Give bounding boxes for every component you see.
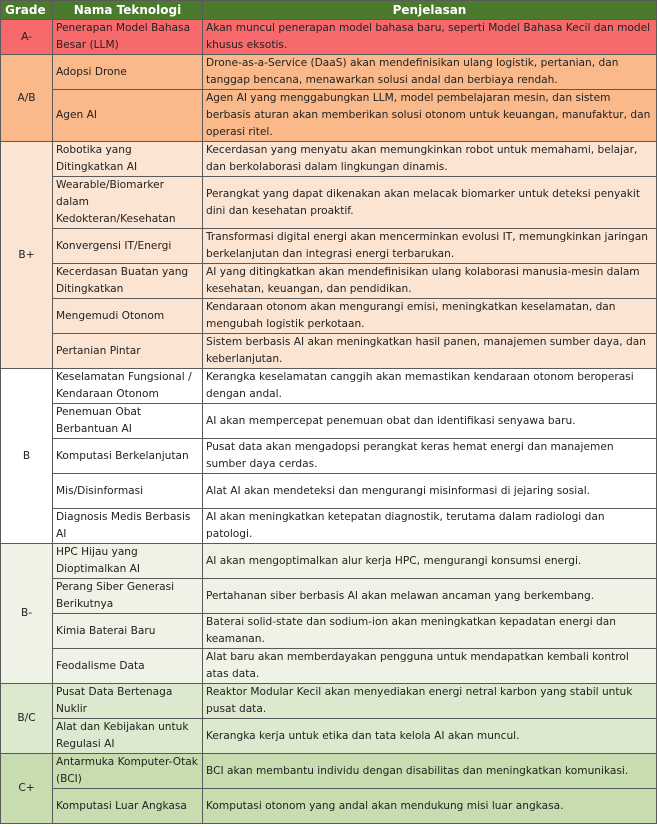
technology-name-cell: Mengemudi Otonom (53, 299, 203, 334)
technology-name-cell: Alat dan Kebijakan untuk Regulasi AI (53, 719, 203, 754)
technology-name-cell: Pertanian Pintar (53, 334, 203, 369)
explanation-cell: Akan muncul penerapan model bahasa baru, seperti Model Bahasa Kecil dan model khusus eksotis. (203, 20, 657, 55)
technology-name-cell: Robotika yang Ditingkatkan AI (53, 142, 203, 177)
header-grade: Grade (1, 1, 53, 20)
table-row (1, 55, 657, 90)
table-row (1, 754, 657, 789)
grade-cell: A/B (1, 55, 53, 142)
header-technology-name: Nama Teknologi (53, 1, 203, 20)
explanation-cell: Reaktor Modular Kecil akan menyediakan energi netral karbon yang stabil untuk pusat data. (203, 684, 657, 719)
table-row (1, 649, 657, 684)
technology-name-cell: Antarmuka Komputer-Otak (BCI) (53, 754, 203, 789)
grade-cell: C+ (1, 754, 53, 824)
explanation-cell: Kendaraan otonom akan mengurangi emisi, meningkatkan keselamatan, dan mengubah logistik perkotaan. (203, 299, 657, 334)
explanation-cell: Pertahanan siber berbasis AI akan melawan ancaman yang berkembang. (203, 579, 657, 614)
technology-name-cell: Penerapan Model Bahasa Besar (LLM) (53, 20, 203, 55)
explanation-cell: Baterai solid-state dan sodium-ion akan meningkatkan kepadatan energi dan keamanan. (203, 614, 657, 649)
table-row (1, 719, 657, 754)
grade-cell: B (1, 369, 53, 544)
header-explanation: Penjelasan (203, 1, 657, 20)
table-row (1, 142, 657, 177)
explanation-cell: Sistem berbasis AI akan meningkatkan hasil panen, manajemen sumber daya, dan keberlanjutan. (203, 334, 657, 369)
table-row (1, 334, 657, 369)
grade-cell: B- (1, 544, 53, 684)
explanation-cell: Kerangka keselamatan canggih akan memastikan kendaraan otonom beroperasi dengan andal. (203, 369, 657, 404)
technology-name-cell: Feodalisme Data (53, 649, 203, 684)
table-row (1, 229, 657, 264)
table-row (1, 579, 657, 614)
technology-name-cell: Adopsi Drone (53, 55, 203, 90)
explanation-cell: Perangkat yang dapat dikenakan akan melacak biomarker untuk deteksi penyakit dini dan kesehatan proaktif. (203, 177, 657, 229)
table-row (1, 264, 657, 299)
explanation-cell: Alat baru akan memberdayakan pengguna untuk mendapatkan kembali kontrol atas data. (203, 649, 657, 684)
technology-name-cell: Kecerdasan Buatan yang Ditingkatkan (53, 264, 203, 299)
table-body (1, 20, 657, 824)
explanation-cell: Kerangka kerja untuk etika dan tata kelola AI akan muncul. (203, 719, 657, 754)
technology-name-cell: Komputasi Luar Angkasa (53, 789, 203, 824)
explanation-cell: Komputasi otonom yang andal akan mendukung misi luar angkasa. (203, 789, 657, 824)
explanation-cell: AI yang ditingkatkan akan mendefinisikan ulang kolaborasi manusia-mesin dalam kesehatan, keuangan, dan pendidikan. (203, 264, 657, 299)
explanation-cell: Alat AI akan mendeteksi dan mengurangi misinformasi di jejaring sosial. (203, 474, 657, 509)
table-row (1, 474, 657, 509)
technology-name-cell: Perang Siber Generasi Berikutnya (53, 579, 203, 614)
grade-cell: B+ (1, 142, 53, 369)
explanation-cell: BCI akan membantu individu dengan disabilitas dan meningkatkan komunikasi. (203, 754, 657, 789)
explanation-cell: Drone-as-a-Service (DaaS) akan mendefinisikan ulang logistik, pertanian, dan tanggap bencana, menawarkan solusi andal dan berbiaya rendah. (203, 55, 657, 90)
technology-name-cell: HPC Hijau yang Dioptimalkan AI (53, 544, 203, 579)
table-row (1, 614, 657, 649)
header-row (1, 1, 657, 20)
table-row (1, 544, 657, 579)
explanation-cell: Transformasi digital energi akan mencerminkan evolusi IT, memungkinkan jaringan berkelanjutan dan integrasi energi terbarukan. (203, 229, 657, 264)
table-row (1, 684, 657, 719)
technology-name-cell: Pusat Data Bertenaga Nuklir (53, 684, 203, 719)
technology-name-cell: Agen AI (53, 90, 203, 142)
table-row (1, 509, 657, 544)
explanation-cell: AI akan meningkatkan ketepatan diagnostik, terutama dalam radiologi dan patologi. (203, 509, 657, 544)
technology-name-cell: Keselamatan Fungsional / Kendaraan Otonom (53, 369, 203, 404)
technology-name-cell: Penemuan Obat Berbantuan AI (53, 404, 203, 439)
explanation-cell: AI akan mengoptimalkan alur kerja HPC, mengurangi konsumsi energi. (203, 544, 657, 579)
grade-cell: B/C (1, 684, 53, 754)
technology-name-cell: Wearable/Biomarker dalam Kedokteran/Kesehatan (53, 177, 203, 229)
table-row (1, 369, 657, 404)
technology-name-cell: Mis/Disinformasi (53, 474, 203, 509)
explanation-cell: Kecerdasan yang menyatu akan memungkinkan robot untuk memahami, belajar, dan berkolaborasi dalam lingkungan dinamis. (203, 142, 657, 177)
table-row (1, 20, 657, 55)
explanation-cell: Agen AI yang menggabungkan LLM, model pembelajaran mesin, dan sistem berbasis aturan akan memberikan solusi otonom untuk keuangan, manufaktur, dan operasi ritel. (203, 90, 657, 142)
explanation-cell: Pusat data akan mengadopsi perangkat keras hemat energi dan manajemen sumber daya cerdas. (203, 439, 657, 474)
table-row (1, 90, 657, 142)
technology-name-cell: Kimia Baterai Baru (53, 614, 203, 649)
table-row (1, 404, 657, 439)
table-row (1, 177, 657, 229)
explanation-cell: AI akan mempercepat penemuan obat dan identifikasi senyawa baru. (203, 404, 657, 439)
table-row (1, 789, 657, 824)
technology-name-cell: Konvergensi IT/Energi (53, 229, 203, 264)
grade-cell: A- (1, 20, 53, 55)
table-row (1, 439, 657, 474)
technology-name-cell: Diagnosis Medis Berbasis AI (53, 509, 203, 544)
technology-name-cell: Komputasi Berkelanjutan (53, 439, 203, 474)
table-row (1, 299, 657, 334)
